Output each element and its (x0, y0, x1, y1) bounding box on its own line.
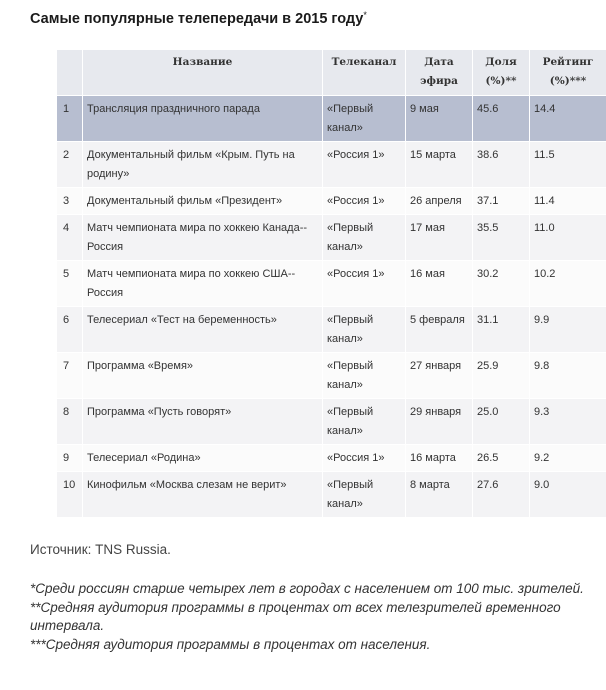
row-date: 8 марта (406, 471, 473, 517)
row-share: 35.5 (473, 214, 530, 260)
row-number: 9 (57, 444, 83, 471)
row-share: 27.6 (473, 471, 530, 517)
row-date: 5 февраля (406, 306, 473, 352)
row-number: 2 (57, 141, 83, 187)
row-rating: 11.5 (530, 141, 606, 187)
row-rating: 9.3 (530, 398, 606, 444)
header-share: Доля (%)** (473, 50, 530, 95)
row-rating: 9.9 (530, 306, 606, 352)
table-row (57, 306, 606, 352)
row-rating: 9.0 (530, 471, 606, 517)
row-number: 5 (57, 260, 83, 306)
header-channel: Телеканал (323, 50, 406, 95)
row-number: 4 (57, 214, 83, 260)
row-number: 8 (57, 398, 83, 444)
row-date: 29 января (406, 398, 473, 444)
programs-table (57, 50, 606, 517)
row-date: 26 апреля (406, 187, 473, 214)
row-name: Кинофильм «Москва слезам не верит» (83, 471, 323, 517)
footnote-2: **Средняя аудитория программы в процентах от всех телезрителей временного интервала. (30, 599, 561, 633)
table-row (57, 398, 606, 444)
table-header-row (57, 50, 606, 95)
row-number: 3 (57, 187, 83, 214)
row-channel: «Первый канал» (323, 214, 406, 260)
footnotes (30, 580, 606, 654)
row-rating: 14.4 (530, 95, 606, 141)
row-rating: 9.2 (530, 444, 606, 471)
table-row (57, 260, 606, 306)
footnote-3: ***Средняя аудитория программы в процентах от населения. (30, 636, 431, 652)
row-share: 37.1 (473, 187, 530, 214)
header-date: Дата эфира (406, 50, 473, 95)
row-name: Программа «Время» (83, 352, 323, 398)
row-channel: «Первый канал» (323, 471, 406, 517)
row-date: 17 мая (406, 214, 473, 260)
table-row (57, 141, 606, 187)
row-rating: 11.4 (530, 187, 606, 214)
row-rating: 9.8 (530, 352, 606, 398)
row-channel: «Россия 1» (323, 260, 406, 306)
row-name: Матч чемпионата мира по хоккею Канада--Россия (83, 214, 323, 260)
row-share: 25.0 (473, 398, 530, 444)
row-share: 38.6 (473, 141, 530, 187)
row-name: Программа «Пусть говорят» (83, 398, 323, 444)
row-number: 7 (57, 352, 83, 398)
row-share: 26.5 (473, 444, 530, 471)
row-date: 16 марта (406, 444, 473, 471)
row-date: 27 января (406, 352, 473, 398)
row-name: Трансляция праздничного парада (83, 95, 323, 141)
header-num (57, 50, 83, 95)
row-channel: «Первый канал» (323, 306, 406, 352)
row-channel: «Россия 1» (323, 187, 406, 214)
row-share: 30.2 (473, 260, 530, 306)
table-row (57, 444, 606, 471)
row-channel: «Россия 1» (323, 444, 406, 471)
table-row (57, 471, 606, 517)
title-footnote-mark: * (363, 10, 367, 20)
row-channel: «Россия 1» (323, 141, 406, 187)
row-share: 45.6 (473, 95, 530, 141)
row-name: Телесериал «Тест на беременность» (83, 306, 323, 352)
row-name: Документальный фильм «Президент» (83, 187, 323, 214)
table-body (57, 95, 606, 517)
table-row (57, 214, 606, 260)
row-name: Документальный фильм «Крым. Путь на родину» (83, 141, 323, 187)
row-channel: «Первый канал» (323, 398, 406, 444)
row-date: 9 мая (406, 95, 473, 141)
header-name: Название (83, 50, 323, 95)
row-name: Матч чемпионата мира по хоккею США--Россия (83, 260, 323, 306)
row-rating: 10.2 (530, 260, 606, 306)
title-text: Самые популярные телепередачи в 2015 году (30, 11, 364, 27)
table-row (57, 352, 606, 398)
source-note: Источник: TNS Russia. (30, 542, 171, 557)
page-title (30, 11, 367, 27)
row-number: 1 (57, 95, 83, 141)
table-row (57, 187, 606, 214)
row-name: Телесериал «Родина» (83, 444, 323, 471)
row-number: 6 (57, 306, 83, 352)
row-rating: 11.0 (530, 214, 606, 260)
row-date: 15 марта (406, 141, 473, 187)
footnote-1: *Среди россиян старше четырех лет в городах с населением от 100 тыс. зрителей. (30, 581, 584, 596)
row-channel: «Первый канал» (323, 95, 406, 141)
table-row (57, 95, 606, 141)
header-rating: Рейтинг (%)*** (530, 50, 606, 95)
row-share: 25.9 (473, 352, 530, 398)
row-channel: «Первый канал» (323, 352, 406, 398)
row-date: 16 мая (406, 260, 473, 306)
row-number: 10 (57, 471, 83, 517)
row-share: 31.1 (473, 306, 530, 352)
